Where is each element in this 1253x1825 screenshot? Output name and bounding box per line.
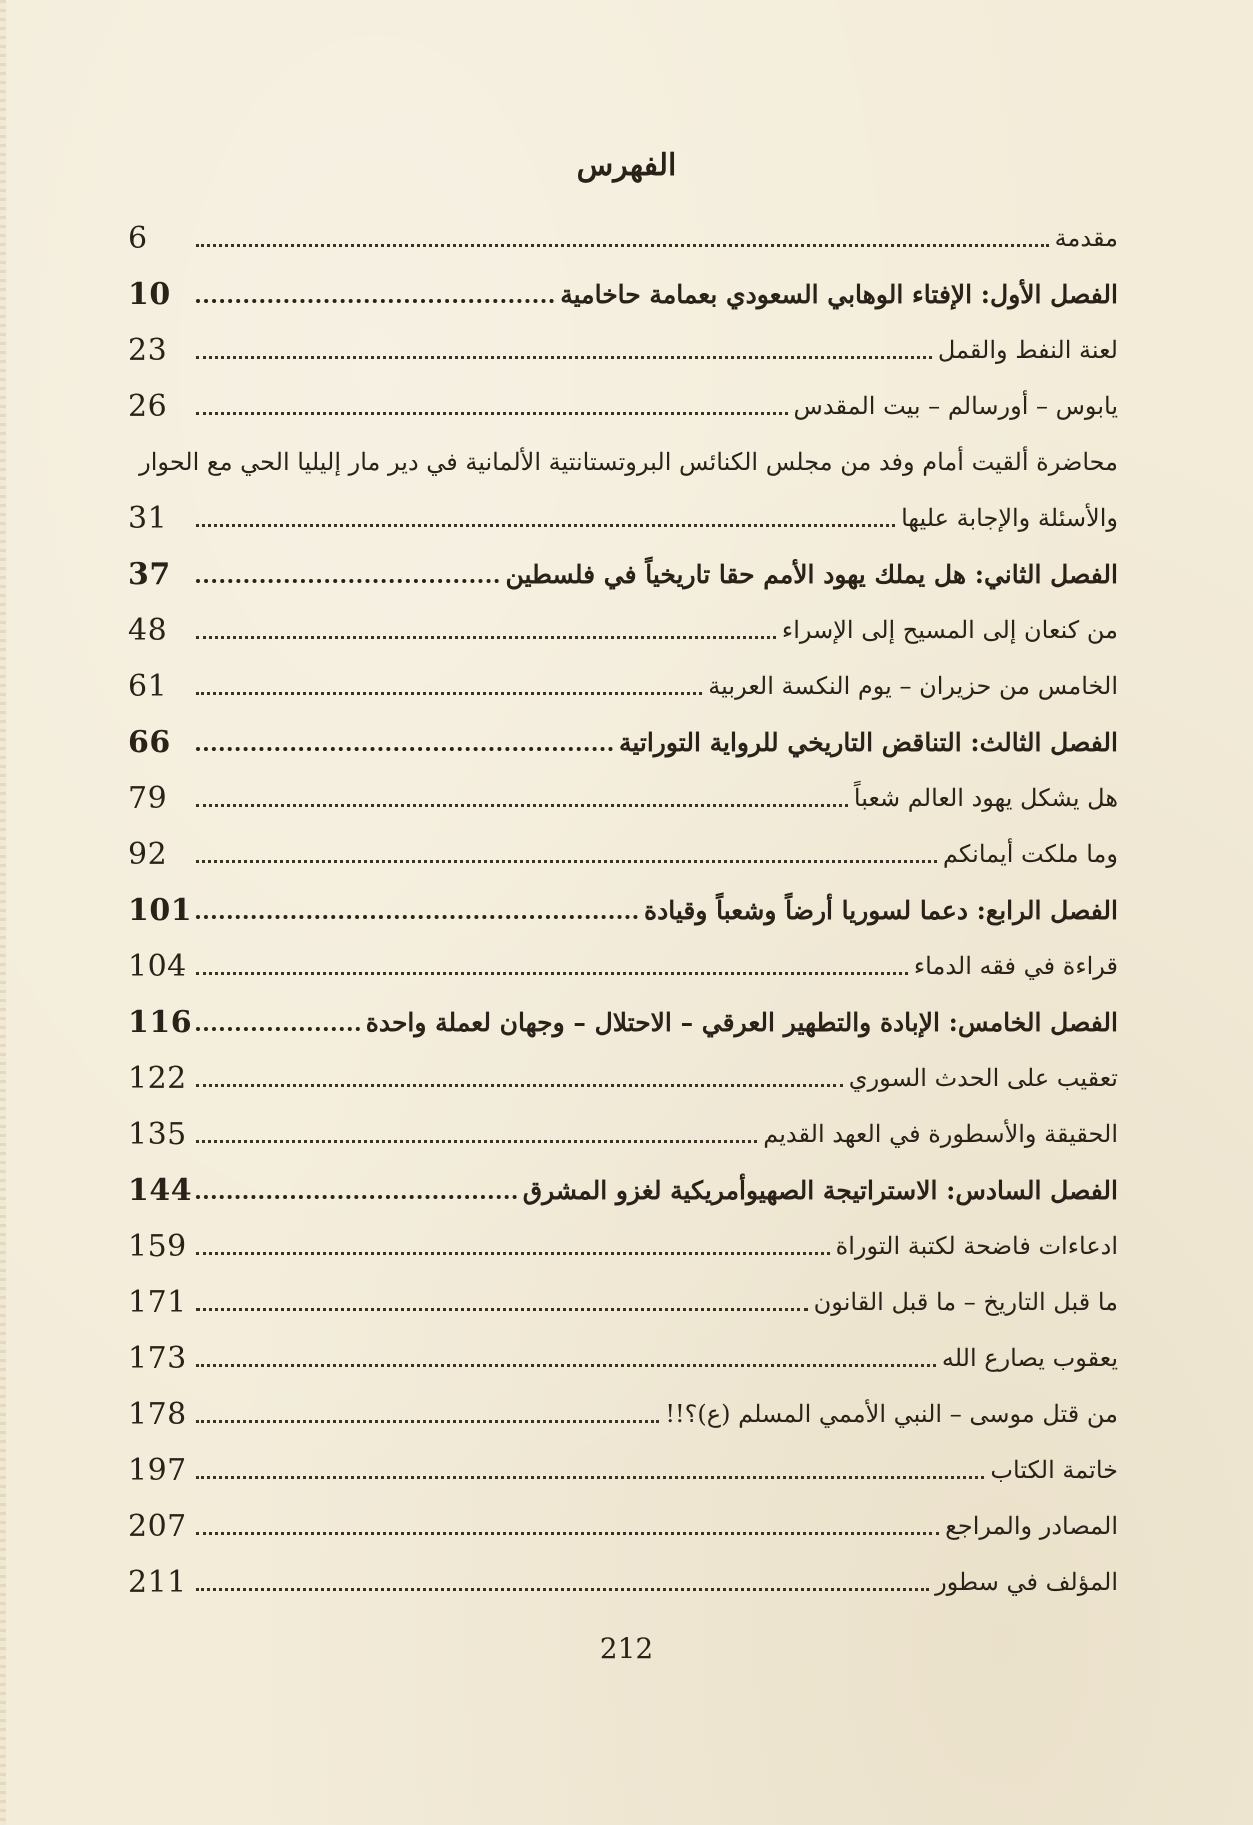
toc-page-number: 178	[128, 1396, 187, 1432]
toc-chapter-title: الفصل الأول: الإفتاء الوهابي السعودي بعمامة حاخامية	[560, 279, 1118, 309]
toc-chapter-row	[128, 1162, 1118, 1218]
toc-entry-row	[128, 1330, 1118, 1386]
toc-page-number: 66	[128, 724, 171, 760]
toc-page-number: 116	[128, 1004, 193, 1040]
toc-entry-row	[128, 1442, 1118, 1498]
dot-leader	[196, 790, 848, 807]
toc-entry-title: يعقوب يصارع الله	[941, 1344, 1118, 1372]
dot-leader	[196, 1070, 843, 1087]
toc-entry-title: الحقيقة والأسطورة في العهد القديم	[763, 1120, 1118, 1148]
toc-entry-row	[128, 490, 1118, 546]
toc-entry-title: المصادر والمراجع	[945, 1512, 1118, 1540]
toc-page-number: 37	[128, 556, 171, 592]
toc-page-number: 122	[128, 1060, 187, 1096]
toc-entry-title: تعقيب على الحدث السوري	[848, 1064, 1118, 1092]
toc-page-number: 144	[128, 1172, 193, 1208]
toc-entry-title: المؤلف في سطور	[935, 1568, 1118, 1596]
toc-page-number: 79	[128, 780, 168, 816]
toc-entry-row	[128, 1274, 1118, 1330]
toc-page-number: 101	[128, 892, 193, 928]
toc-entry-title: مقدمة	[1054, 224, 1118, 252]
toc-page-number: 171	[128, 1284, 187, 1320]
toc-entry-row	[128, 658, 1118, 714]
toc-page-number: 135	[128, 1116, 187, 1152]
toc-entry-row	[128, 210, 1118, 266]
dot-leader	[196, 398, 788, 415]
toc-entry-title: من قتل موسى – النبي الأممي المسلم (ع)؟!!	[665, 1400, 1118, 1428]
dot-leader	[196, 1013, 360, 1031]
dot-leader	[196, 846, 937, 863]
toc-entry-title: وما ملكت أيمانكم	[942, 840, 1118, 868]
toc-page-number: 104	[128, 948, 187, 984]
toc-chapter-row	[128, 266, 1118, 322]
toc-entry-title: من كنعان إلى المسيح إلى الإسراء	[781, 616, 1118, 644]
toc-entry-row	[128, 602, 1118, 658]
toc-page-number: 6	[128, 220, 148, 256]
toc-entry-title: خاتمة الكتاب	[990, 1456, 1118, 1484]
toc-entry-row	[128, 1498, 1118, 1554]
page-edge	[0, 0, 6, 1825]
toc-entry-title: قراءة في فقه الدماء	[913, 952, 1118, 980]
dot-leader	[196, 958, 908, 975]
toc-entry-row	[128, 1106, 1118, 1162]
toc-chapter-row	[128, 714, 1118, 770]
toc-chapter-title: الفصل الثاني: هل يملك يهود الأمم حقا تاريخياً في فلسطين	[505, 559, 1118, 589]
toc-page-number: 211	[128, 1564, 187, 1600]
toc-chapter-title: الفصل الخامس: الإبادة والتطهير العرقي – الاحتلال – وجهان لعملة واحدة	[365, 1007, 1118, 1037]
toc-entry-row	[128, 938, 1118, 994]
dot-leader	[196, 1350, 936, 1367]
dot-leader	[196, 1462, 984, 1479]
toc-page-number: 26	[128, 388, 168, 424]
toc-entry-title: والأسئلة والإجابة عليها	[901, 504, 1118, 532]
toc-chapter-title: الفصل الرابع: دعما لسوريا أرضاً وشعباً وقيادة	[644, 895, 1118, 925]
toc-chapter-title: الفصل السادس: الاستراتيجة الصهيوأمريكية لغزو المشرق	[522, 1175, 1118, 1205]
toc-entry-row	[128, 1050, 1118, 1106]
toc-page-number: 159	[128, 1228, 187, 1264]
toc-entry-title: ما قبل التاريخ – ما قبل القانون	[813, 1288, 1118, 1316]
toc-page-number: 23	[128, 332, 168, 368]
toc-page-number: 31	[128, 500, 168, 536]
dot-leader	[196, 678, 702, 695]
toc-entry-row	[128, 770, 1118, 826]
dot-leader	[196, 230, 1049, 247]
toc-entry-row	[128, 826, 1118, 882]
dot-leader	[196, 285, 554, 303]
dot-leader	[196, 1574, 929, 1591]
toc-entry-row	[128, 1218, 1118, 1274]
dot-leader	[196, 1406, 659, 1423]
dot-leader	[196, 342, 932, 359]
toc-page-number: 10	[128, 276, 171, 312]
toc-entry-title: يابوس – أورسالم – بيت المقدس	[793, 392, 1118, 420]
toc-entry-row	[128, 1554, 1118, 1610]
toc-chapter-title: الفصل الثالث: التناقض التاريخي للرواية التوراتية	[618, 727, 1118, 757]
toc-page-number: 207	[128, 1508, 187, 1544]
dot-leader	[196, 1238, 830, 1255]
dot-leader	[196, 1294, 808, 1311]
toc-page-number: 61	[128, 668, 168, 704]
toc-entry-title: الخامس من حزيران – يوم النكسة العربية	[708, 672, 1118, 700]
toc-chapter-row	[128, 882, 1118, 938]
toc-page-number: 48	[128, 612, 168, 648]
page-title: الفهرس	[576, 148, 677, 183]
table-of-contents	[128, 210, 1118, 1610]
dot-leader	[196, 565, 499, 583]
toc-entry-title: ادعاءات فاضحة لكتبة التوراة	[835, 1232, 1118, 1260]
dot-leader	[196, 901, 638, 919]
dot-leader	[196, 733, 613, 751]
toc-entry-row	[128, 434, 1118, 490]
dot-leader	[196, 1181, 517, 1199]
toc-entry-row	[128, 1386, 1118, 1442]
page-number: 212	[599, 1632, 654, 1665]
toc-entry-row	[128, 378, 1118, 434]
dot-leader	[196, 1518, 939, 1535]
toc-chapter-row	[128, 546, 1118, 602]
toc-page-number: 92	[128, 836, 168, 872]
dot-leader	[196, 510, 895, 527]
toc-page-number: 197	[128, 1452, 187, 1488]
toc-entry-row	[128, 322, 1118, 378]
toc-page-number: 173	[128, 1340, 187, 1376]
toc-entry-title: لعنة النفط والقمل	[937, 336, 1118, 364]
toc-entry-title: هل يشكل يهود العالم شعباً	[853, 784, 1118, 812]
toc-entry-title: محاضرة ألقيت أمام وفد من مجلس الكنائس البروتستانتية الألمانية في دير مار إليليا الحي مع الحوار	[139, 448, 1118, 476]
toc-chapter-row	[128, 994, 1118, 1050]
dot-leader	[196, 1126, 757, 1143]
dot-leader	[196, 622, 776, 639]
